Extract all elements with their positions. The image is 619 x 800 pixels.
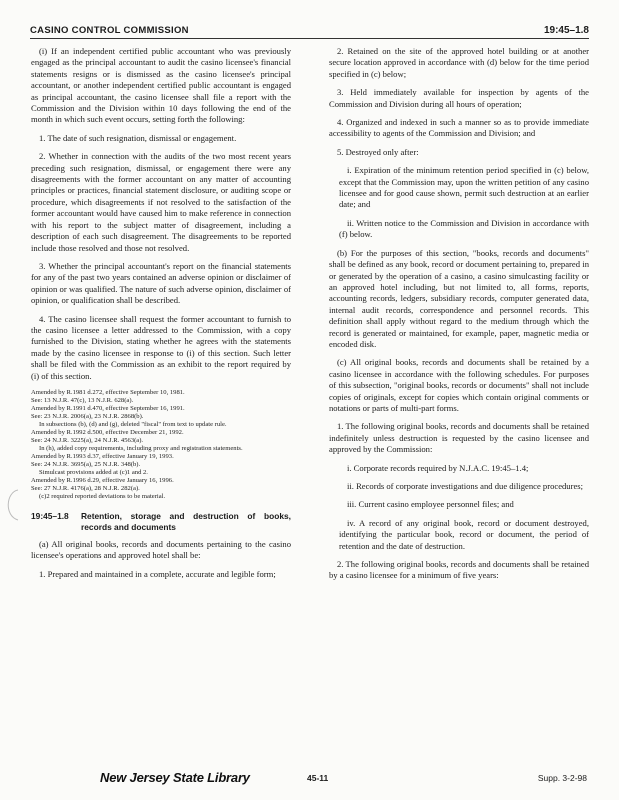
history-line: See: 24 N.J.R. 3695(a), 25 N.J.R. 348(b). (31, 460, 141, 468)
history-line: Amended by R.1992 d.500, effective December 21, 1992. (31, 428, 184, 436)
paragraph-i-2: 2. Whether in connection with the audits of the two most recent years preceding such resignation, dismissal, or engagement there were any disagreements with the former accountant on any matter of accounting principles or practices, financial statement disclosure, or auditing scope or procedure, which disagreements if not resolved to the satisfaction of the former accountant would have caused him to make reference in connection with his report to the subject matter of disagreement, including a description of each such disagreement. The disagreements to be reported include those resolved and those not resolved. (31, 151, 291, 253)
paragraph-i: (i) If an independent certified public accountant who was previously engaged as the principal accountant to audit the casino licensee's financial statements resigns or is dismissed as the casino licensee's principal accountant, or another independent certified public accountant is engaged as principal accountant, the casino licensee shall file a report with the Commission and the Division within 10 days following the end of the month in which such event occurs, setting forth the following: (31, 46, 291, 125)
section-title: Retention, storage and destruction of books, records and documents (81, 510, 291, 532)
paragraph-b: (b) For the purposes of this section, "books, records and documents" shall be defined as any book, record or document pertaining to, prepared in or generated by the operation of a casino, a casino simulcasting facility or an approved hotel including, but not limited to, all forms, reports, accounting records, ledgers, subsidiary records, computer generated data, internal audit records, correspondence and personnel records. This definition shall apply without regard to the medium through which the record is generated or maintained, for example, paper, magnetic media or encoded disk. (329, 247, 589, 349)
paragraph-c-1-iv: iv. A record of any original book, record or document destroyed, identifying the particular book, record or document, the period of retention and the date of destruction. (339, 517, 589, 551)
running-header (30, 24, 589, 39)
history-line: Simulcast provisions added at (c)1 and 2. (39, 468, 148, 476)
paragraph-a-4: 4. Organized and indexed in such a manner so as to provide immediate accessibility to agents of the Commission and Division; and (329, 117, 589, 139)
paragraph-c-1-i: i. Corporate records required by N.J.A.C. 19:45–1.4; (347, 462, 529, 473)
paragraph-a-5-i: i. Expiration of the minimum retention period specified in (c) below, except that the Commission may, upon the written petition of any casino licensee and for good cause shown, permit such destruction at an earlier date; and (339, 165, 589, 210)
history-line: Amended by R.1981 d.272, effective September 10, 1981. (31, 388, 185, 396)
paragraph-a-1: 1. Prepared and maintained in a complete, accurate and legible form; (39, 568, 276, 579)
paragraph-c-2: 2. The following original books, records and documents shall be retained by a casino licensee for a minimum of five years: (329, 559, 589, 581)
header-title: CASINO CONTROL COMMISSION (30, 25, 189, 36)
history-line: See: 24 N.J.R. 3225(a), 24 N.J.R. 4563(a). (31, 436, 144, 444)
history-line: See: 27 N.J.R. 4176(a), 28 N.J.R. 282(a). (31, 484, 140, 492)
paragraph-c-1: 1. The following original books, records and documents shall be retained indefinitely unless destruction is requested by the casino licensee and approved by the Commission: (329, 421, 589, 455)
page-footer (0, 770, 619, 790)
history-line: Amended by R.1991 d.470, effective September 16, 1991. (31, 404, 185, 412)
section-heading (31, 511, 291, 533)
paragraph-c: (c) All original books, records and documents shall be retained by a casino licensee in accordance with the following schedules. For purposes of this subsection, "original books, records or documents" shall not include copies of originals, except for copies which contain original comments or notations or parts of multi-part forms. (329, 357, 589, 413)
supplement-date: Supp. 3-2-98 (537, 773, 587, 783)
punch-hole-mark (2, 488, 22, 522)
paragraph-a-3: 3. Held immediately available for inspection by agents of the Commission and Division during all hours of operation; (329, 87, 589, 109)
history-line: (c)2 required reported deviations to be material. (39, 492, 166, 500)
left-column (31, 46, 291, 587)
right-column (329, 46, 589, 589)
section-number: 19:45–1.8 (31, 510, 69, 521)
header-section: 19:45–1.8 (543, 25, 589, 36)
paragraph-i-3: 3. Whether the principal accountant's report on the financial statements for any of the past two years contained an adverse opinion or disclaimer of opinion or was qualified. The nature of such adverse opinion, disclaimer of opinion, or qualification shall be described. (31, 260, 291, 306)
history-line: See: 23 N.J.R. 2006(a), 23 N.J.R. 2868(b). (31, 412, 144, 420)
paragraph-a-2: 2. Retained on the site of the approved hotel building or at another secure location approved in accordance with (d) below for the time period specified in (c) below; (329, 46, 589, 79)
paragraph-c-1-iii: iii. Current casino employee personnel files; and (347, 499, 514, 510)
library-stamp: New Jersey State Library (100, 770, 250, 785)
paragraph-i-4: 4. The casino licensee shall request the former accountant to furnish to the casino licensee a letter addressed to the Commission, with a copy furnished to the Division, stating whether he agrees with the statements made by the casino licensee in response to (i) of this section. Such letter shall be filed with the Commission as an exhibit to the report required by (i) of this section. (31, 313, 291, 381)
paragraph-a-5-ii: ii. Written notice to the Commission and Division in accordance with (f) below. (339, 217, 589, 240)
history-line: Amended by R.1996 d.29, effective January 16, 1996. (31, 476, 174, 484)
history-line: In subsections (b), (d) and (g), deleted "fiscal" from text to update rule. (39, 420, 227, 428)
paragraph-a: (a) All original books, records and documents pertaining to the casino licensee's operations and approved hotel shall be: (31, 538, 291, 561)
history-notes (31, 389, 291, 501)
history-line: In (h), added copy requirements, including proxy and registration statements. (39, 444, 243, 452)
history-line: Amended by R.1993 d.37, effective January 19, 1993. (31, 452, 174, 460)
page-number: 45-11 (307, 773, 329, 783)
paragraph-c-1-ii: ii. Records of corporate investigations and due diligence procedures; (347, 481, 584, 491)
history-line: See: 13 N.J.R. 47(c), 13 N.J.R. 628(a). (31, 396, 134, 404)
paragraph-a-5: 5. Destroyed only after: (337, 146, 419, 157)
paragraph-i-1: 1. The date of such resignation, dismissal or engagement. (39, 132, 237, 143)
